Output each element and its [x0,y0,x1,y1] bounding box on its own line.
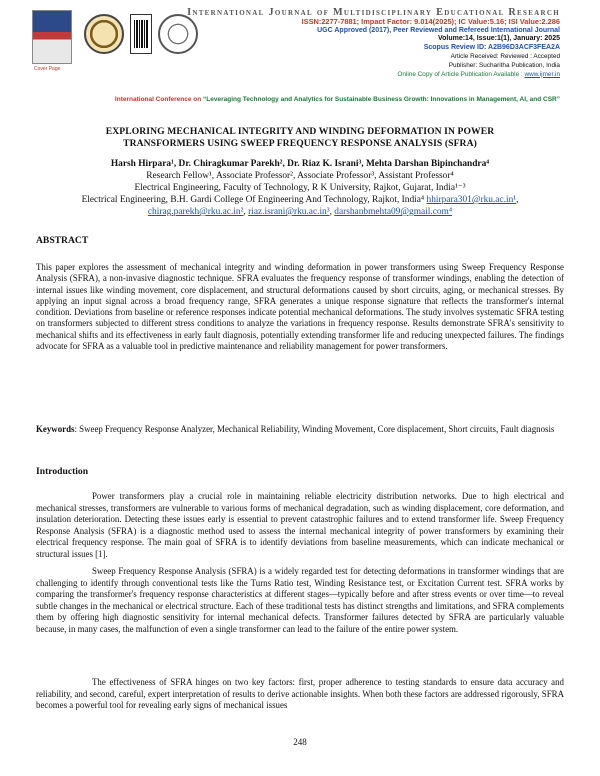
page-number: 248 [293,737,307,747]
intro-paragraph-3: The effectiveness of SFRA hinges on two key factors: first, proper adherence to testing standards to ensure data accuracy and reliability, and second, careful, expert interpretation of results to derive actionable insights. When both these factors are addressed rigorously, SFRA becomes a powerful tool for revealing early signs of mechanical issues [36,677,564,711]
article-title [30,126,570,150]
author-roles: Research Fellow¹, Associate Professor², Associate Professor³, Assistant Professor⁴ [146,171,454,181]
journal-name: International Journal of Multidisciplinary Educational Research [187,7,560,18]
introduction-heading: Introduction [36,466,89,477]
conference-theme: “Leveraging Technology and Analytics for Sustainable Business Growth: Innovations in Management, AI, and CSR” [203,96,560,103]
email-link-3[interactable]: riaz.israni@rku.ac.in³ [248,207,330,217]
affiliation-2: Electrical Engineering, B.H. Gardi College Of Engineering And Technology, Rajkot, India⁴ [81,195,427,205]
conference-prefix: International Conference on [114,96,204,103]
email-link-2[interactable]: chirag.parekh@rku.ac.in² [147,207,244,217]
keywords-block [36,424,564,435]
scopus-line: Scopus Review ID: A2B96D3ACF3FEA2A [423,44,560,52]
ugc-line: UGC Approved (2017), Peer Reviewed and Refereed International Journal [317,26,560,34]
intro-paragraph-2: Sweep Frequency Response Analysis (SFRA) is a widely regarded test for detecting deformations in transformer windings that are challenging to identify through conventional tests like the Turns Ratio test, Winding Resistance test, or Excitation Current test. SFRA works by comparing the transformer's frequency response characteristics at different stages—typically before and after stress events or over time—to reveal subtle changes in the mechanical or electrical structure. Each of these traditional tests has distinct strengths and limitations, and SFRA complements them by offering high diagnostic sensitivity for internal mechanical defects. Transformer failures detected by SFRA are particularly valuable because, in many cases, the malfunction of even a single transformer can lead to the failure of the entire power system. [36,566,564,634]
online-copy-line [187,71,560,80]
author-names: Harsh Hirpara¹, Dr. Chiragkumar Parekh², Dr. Riaz K. Israni³, Mehta Darshan Bipinchandra⁴ [110,159,490,169]
keywords-label: Keywords [36,424,75,434]
cover-page-thumbnail[interactable] [32,10,72,64]
affiliation-2-line: Electrical Engineering, B.H. Gardi College Of Engineering And Technology, Rajkot, India⁴ hhirpara301@rku.ac.in¹, [81,195,519,205]
journal-header [0,0,600,118]
title-line-1: EXPLORING MECHANICAL INTEGRITY AND WINDING DEFORMATION IN POWER [105,126,495,137]
ugc-logo-icon [84,14,124,54]
issn-barcode-icon [130,14,152,54]
title-line-2: TRANSFORMERS USING SWEEP FREQUENCY RESPONSE ANALYSIS (SFRA) [123,138,477,149]
journal-website-link[interactable]: www.ijmer.in [524,70,560,78]
publisher-line: Publisher: Sucharitha Publication, India [448,61,560,69]
email-link-4[interactable]: darshanbmehta09@gmail.com⁴ [334,207,453,217]
author-block [30,158,570,218]
issn-line: ISSN:2277-7881; Impact Factor: 9.014(2025); IC Value:5.16; ISI Value:2.286 [301,16,560,26]
email-link-1[interactable]: hhirpara301@rku.ac.in¹ [426,195,517,205]
intro-paragraph-1: Power transformers play a crucial role in maintaining reliable electricity distribution networks. Due to high electrical and mechanical stresses, transformers are vulnerable to various forms of mechanical degradation, such as winding displacement, core deformation, and insulation deterioration. Detecting these issues early is essential to prevent catastrophic failures and to extend transformer life. Sweep Frequency Response Analysis (SFRA) is a diagnostic method used to assess the internal mechanical integrity of power transformers by examining their electrical frequency response. The main goal of SFRA is to identify deviations from baseline measurements, which can indicate mechanical or structural issues [1]. [36,491,564,559]
journal-info [187,9,560,79]
online-copy-label: Online Copy of Article Publication Available : [397,70,525,78]
header-logos [32,10,182,76]
keywords-list: : Sweep Frequency Response Analyzer, Mechanical Reliability, Winding Movement, Core displacement, Short circuits, Fault diagnosis [74,424,555,434]
email-line: chirag.parekh@rku.ac.in², riaz.israni@rku.ac.in³, darshanbmehta09@gmail.com⁴ [147,207,453,217]
abstract-text: This paper explores the assessment of mechanical integrity and winding deformation in power transformers using Sweep Frequency Response Analysis (SFRA), a non-invasive diagnostic technique. SFRA evaluates the frequency response of transformer windings, enabling the detection of internal issues like winding movement, core displacement, and structural deformations caused by short circuits, aging, or mechanical stresses. By applying an input signal across a broad frequency range, SFRA generates a unique response signature that reflects the transformer's internal condition. Deviations from baseline or reference responses indicate potential mechanical deformations. The study involves systematic SFRA testing on transformers subjected to different stress conditions to analyze the variations in frequency response. Results demonstrate SFRA's sensitivity to mechanical shifts and its effectiveness in early fault diagnosis, potentially extending transformer life and reducing unexpected failures. The findings advocate for SFRA as a valuable tool in predictive maintenance and reliability management for power transformers. [36,262,564,352]
cover-page-label[interactable]: Cover Page [34,66,61,72]
conference-line [20,96,560,104]
abstract-heading: ABSTRACT [36,235,89,246]
affiliation-1: Electrical Engineering, Faculty of Technology, R K University, Rajkot, Gujarat, India¹⁻³ [134,183,466,193]
received-line: Article Received: Reviewed : Accepted [450,52,560,60]
volume-line: Volume:14, Issue:1(1), January: 2025 [437,35,560,43]
